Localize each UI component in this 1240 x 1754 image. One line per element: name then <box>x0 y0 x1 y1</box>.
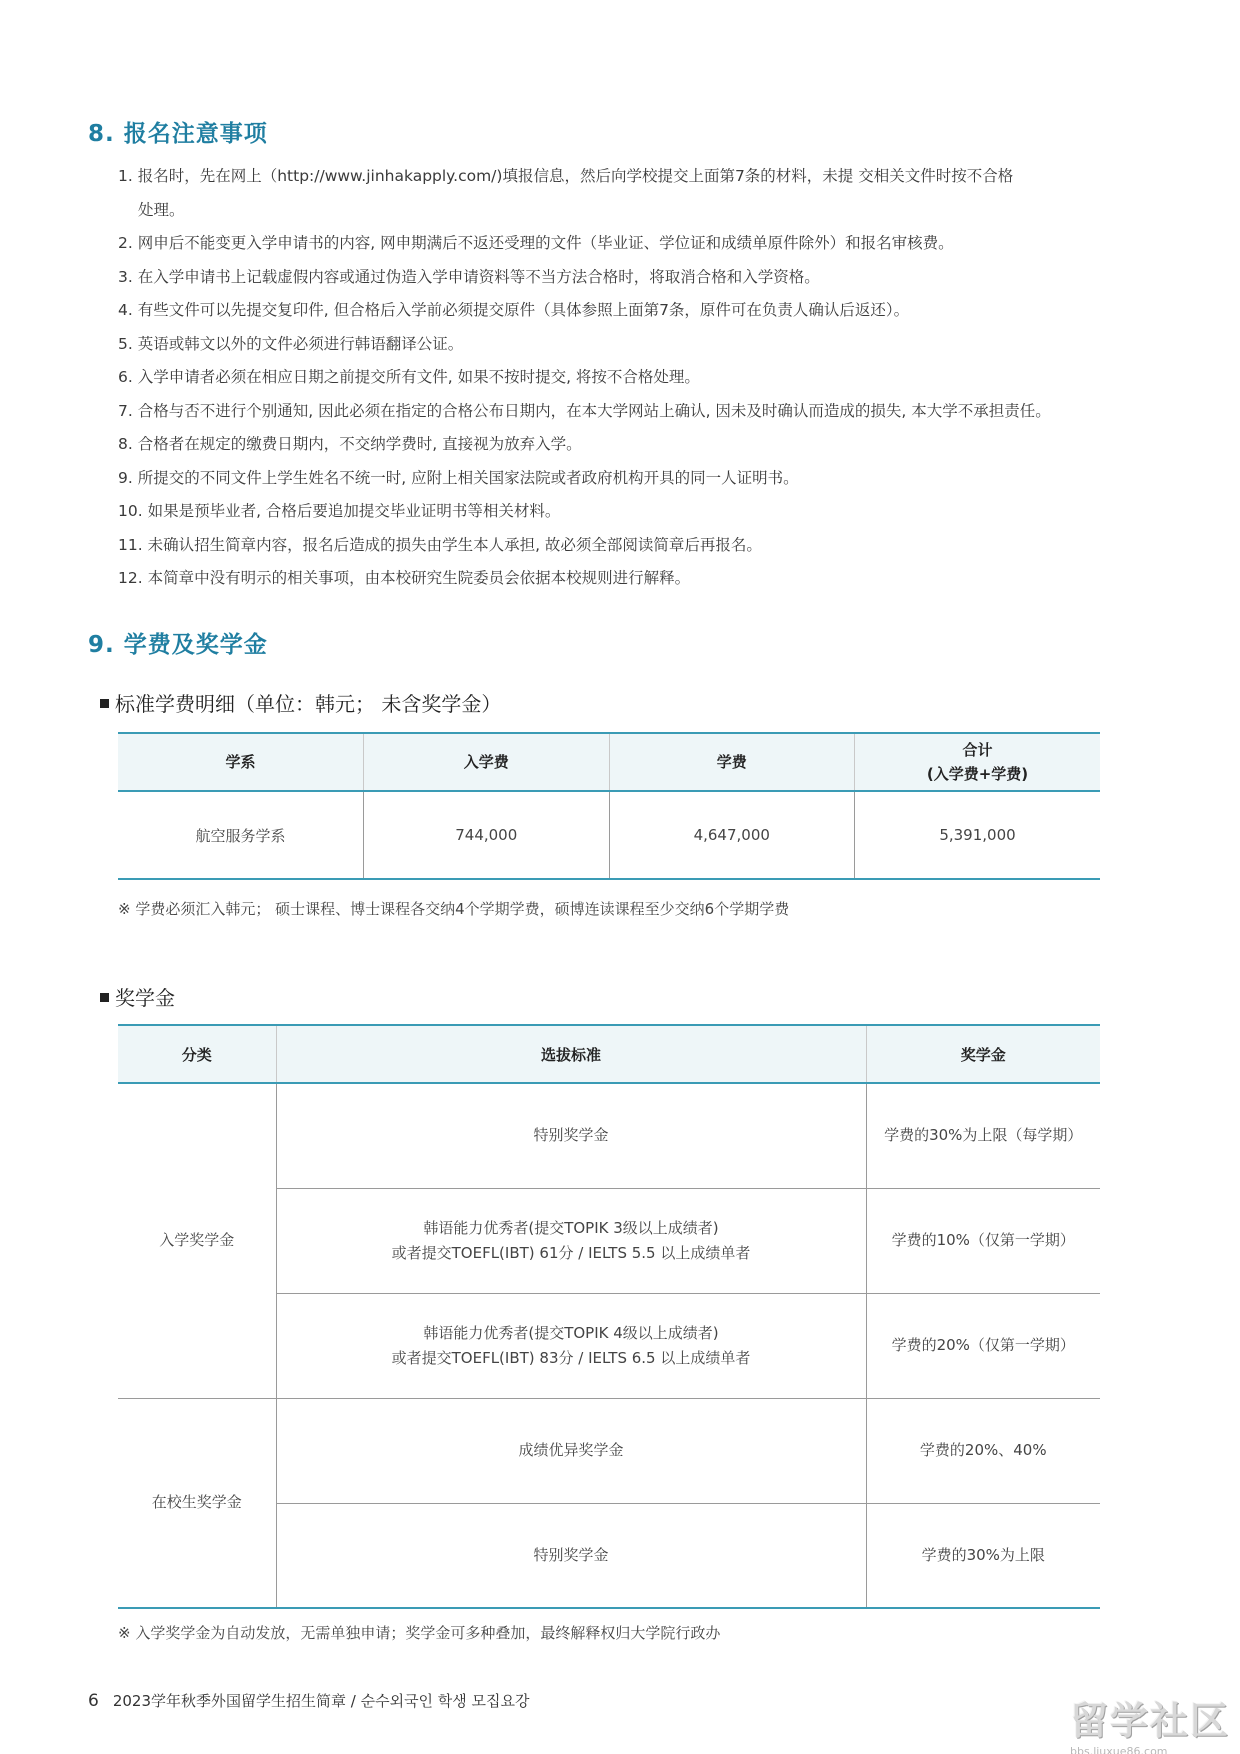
criteria-line: 或者提交TOEFL(IBT) 61分 / IELTS 5.5 以上成绩单者 <box>391 1243 751 1262</box>
list-item: 7. 合格与否不进行个别通知, 因此必须在指定的合格公布日期内，在本大学网站上确认, 因未及时确认而造成的损失, 本大学不承担责任。 <box>118 401 1051 420</box>
note-1-line2: 处理。 <box>138 200 185 219</box>
amount-cell: 学费的10%（仅第一学期） <box>866 1188 1100 1293</box>
section-9-title: 9. 学费及奖学金 <box>88 632 268 658</box>
page-footer <box>88 1690 530 1711</box>
fee-header-admission: 入学费 <box>364 733 610 791</box>
amount-cell: 学费的30%为上限（每学期） <box>866 1083 1100 1188</box>
list-item: 12. 本简章中没有明示的相关事项，由本校研究生院委员会依据本校规则进行解释。 <box>118 569 691 587</box>
category-current-student: 在校生奖学金 <box>118 1398 276 1608</box>
category-admission: 入学奖学金 <box>118 1083 276 1398</box>
scholarship-subtitle-text: 奖学金 <box>115 986 175 1010</box>
criteria-line: 韩语能力优秀者(提交TOPIK 4级以上成绩者) <box>423 1323 719 1342</box>
fee-subtitle <box>100 688 501 717</box>
amount-cell: 学费的20%、40% <box>866 1398 1100 1503</box>
list-item: 8. 合格者在规定的缴费日期内，不交纳学费时, 直接视为放弃入学。 <box>118 435 582 453</box>
fee-header-total <box>855 733 1101 791</box>
criteria-cell <box>276 1083 866 1188</box>
square-bullet-icon <box>100 993 109 1002</box>
tuition-fee-table <box>118 732 1100 880</box>
criteria-cell <box>276 1503 866 1608</box>
fee-cell-department: 航空服务学系 <box>118 791 364 879</box>
scholarship-header-amount: 奖学金 <box>866 1025 1100 1083</box>
fee-cell-tuition: 4,647,000 <box>609 791 855 879</box>
footer-text: 2023学年秋季外国留学生招生简章 / 순수외국인 학생 모집요강 <box>112 1692 530 1710</box>
fee-cell-admission: 744,000 <box>364 791 610 879</box>
page-number: 6 <box>88 1691 99 1711</box>
amount-cell: 学费的30%为上限 <box>921 1545 1045 1564</box>
note-1-line1: 1. 报名时，先在网上（http://www.jinhakapply.com/)填报信息，然后向学校提交上面第7条的材料，未提 交相关文件时按不合格 <box>118 167 1014 185</box>
criteria-cell <box>276 1398 866 1503</box>
scholarship-subtitle <box>100 982 175 1011</box>
fee-header-tuition: 学费 <box>609 733 855 791</box>
criteria-line: 特别奖学金 <box>533 1545 609 1564</box>
criteria-line: 成绩优异奖学金 <box>518 1441 624 1459</box>
section-8-title: 8. 报名注意事项 <box>88 121 268 147</box>
list-item: 6. 入学申请者必须在相应日期之前提交所有文件, 如果不按时提交, 将按不合格处理。 <box>118 368 700 386</box>
fee-note: ※ 学费必须汇入韩元； 硕士课程、博士课程各交纳4个学期学费，硕博连读课程至少交纳6个学期学费 <box>118 900 790 918</box>
criteria-line: 或者提交TOEFL(IBT) 83分 / IELTS 6.5 以上成绩单者 <box>391 1348 751 1367</box>
list-item: 5. 英语或韩文以外的文件必须进行韩语翻译公证。 <box>118 334 464 353</box>
fee-header-total-line2: (入学费+学费) <box>926 765 1029 783</box>
watermark-logo: 留学社区 <box>1070 1699 1231 1743</box>
criteria-line: 特别奖学金 <box>533 1126 609 1145</box>
list-item: 9. 所提交的不同文件上学生姓名不统一时, 应附上相关国家法院或者政府机构开具的同一人证明书。 <box>118 468 799 487</box>
table-row <box>118 791 1100 879</box>
criteria-line: 韩语能力优秀者(提交TOPIK 3级以上成绩者) <box>423 1218 719 1237</box>
fee-header-total-line1: 合计 <box>962 741 993 759</box>
list-item: 4. 有些文件可以先提交复印件, 但合格后入学前必须提交原件（具体参照上面第7条，原件可在负责人确认后返还）。 <box>118 301 910 319</box>
criteria-cell <box>276 1293 866 1398</box>
list-item <box>118 160 1118 227</box>
list-item: 3. 在入学申请书上记载虚假内容或通过伪造入学申请资料等不当方法合格时，将取消合格和入学资格。 <box>118 267 820 286</box>
watermark <box>1070 1690 1240 1754</box>
scholarship-header-category: 分类 <box>118 1025 276 1083</box>
list-item: 2. 网申后不能变更入学申请书的内容, 网申期满后不返还受理的文件（毕业证、学位证和成绩单原件除外）和报名审核费。 <box>118 234 954 252</box>
table-row <box>118 1398 1100 1503</box>
list-item: 11. 未确认招生简章内容，报名后造成的损失由学生本人承担, 故必须全部阅读简章后再报名。 <box>118 535 762 554</box>
watermark-url: bbs.liuxue86.com <box>1070 1745 1168 1754</box>
amount-cell: 学费的20%（仅第一学期） <box>866 1293 1100 1398</box>
fee-subtitle-text: 标准学费明细（单位：韩元； 未含奖学金） <box>115 692 502 716</box>
list-item: 10. 如果是预毕业者, 合格后要追加提交毕业证明书等相关材料。 <box>118 502 561 520</box>
fee-cell-total: 5,391,000 <box>939 826 1016 844</box>
scholarship-note: ※ 入学奖学金为自动发放，无需单独申请；奖学金可多种叠加，最终解释权归大学院行政办 <box>118 1624 721 1642</box>
scholarship-table <box>118 1024 1100 1609</box>
criteria-cell <box>276 1188 866 1293</box>
fee-header-department: 学系 <box>118 733 364 791</box>
registration-notes-list <box>118 160 1118 596</box>
table-row <box>118 1083 1100 1188</box>
square-bullet-icon <box>100 699 109 708</box>
scholarship-header-criteria: 选拔标准 <box>276 1025 866 1083</box>
